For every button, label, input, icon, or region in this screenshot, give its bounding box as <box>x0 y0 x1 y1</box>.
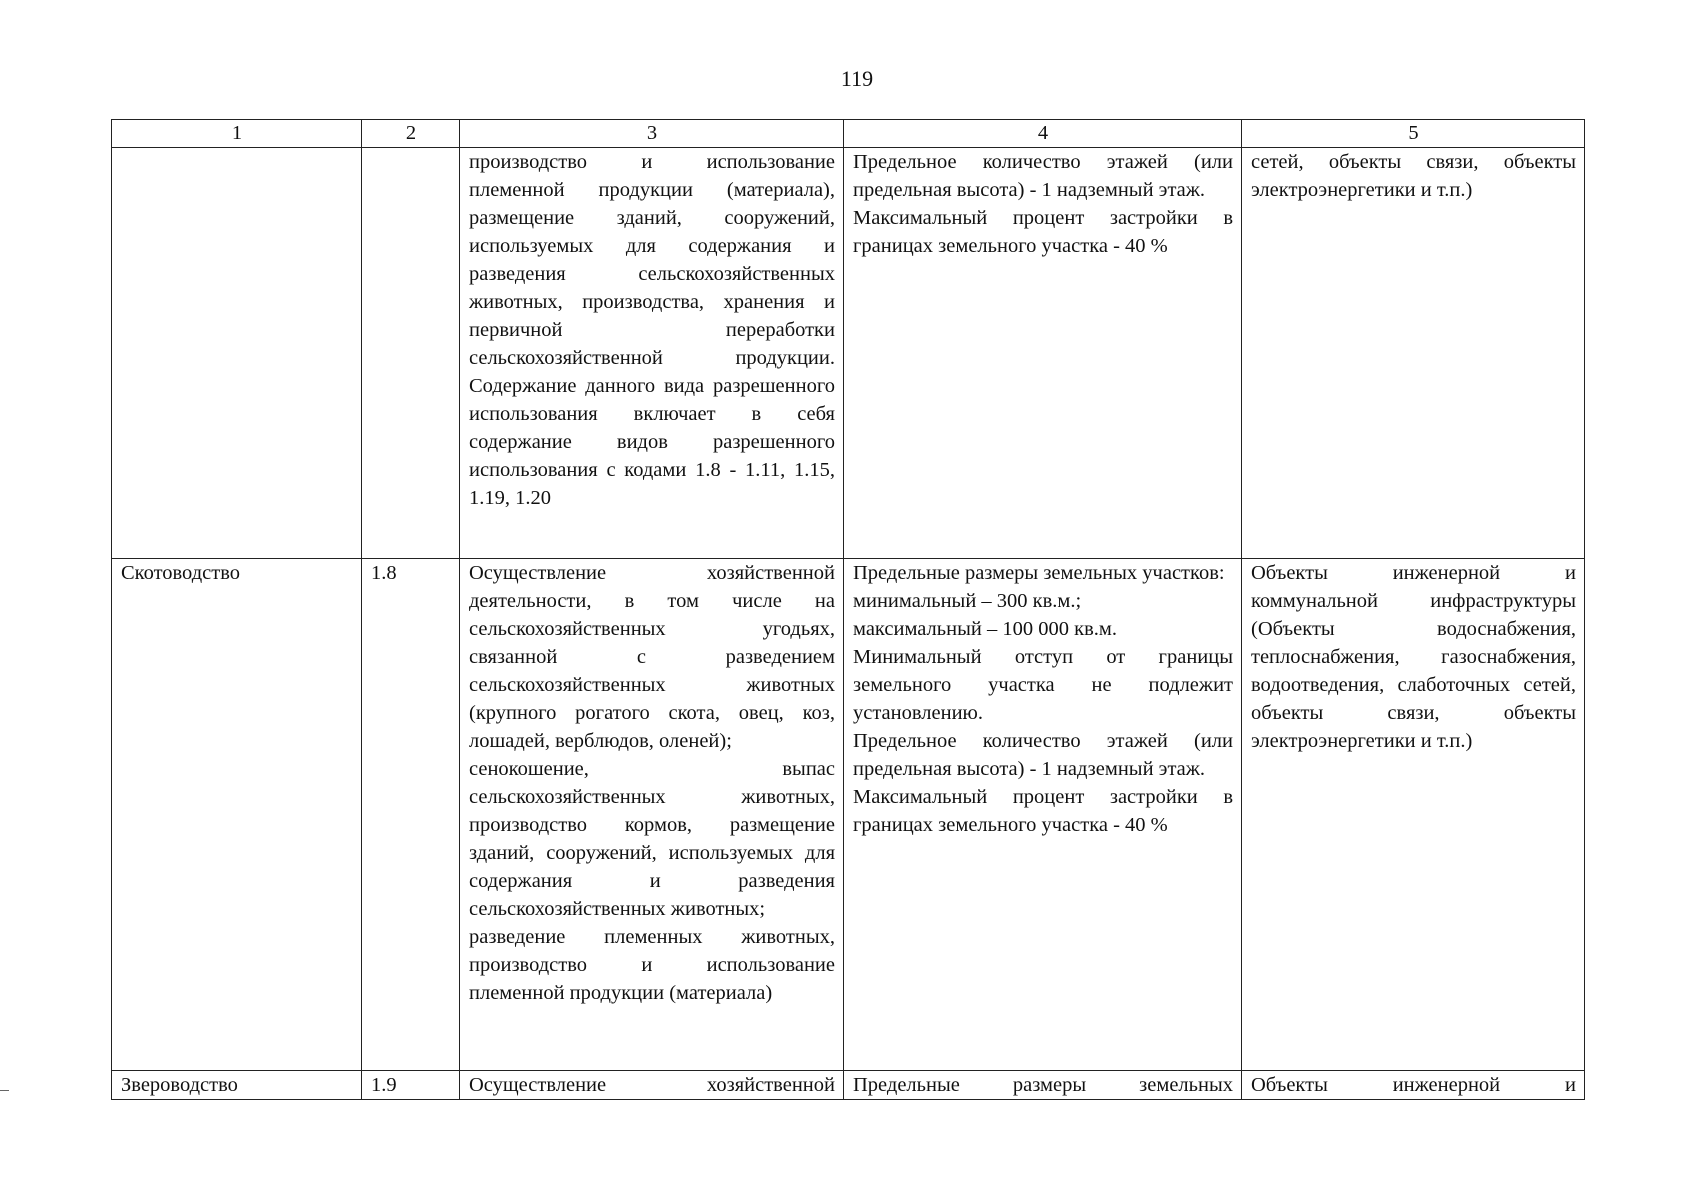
column-header: 2 <box>362 120 460 148</box>
column-header: 3 <box>460 120 844 148</box>
table-row <box>112 1071 1585 1100</box>
table-row <box>112 148 1585 559</box>
parameter-line: Предельные размеры земельных участков: <box>853 562 1225 584</box>
objects-cell: Объекты инженерной и коммунальной инфраструктуры (Объекты водоснабжения, теплоснабжения, газоснабжения, водоотведения, слаботочных сетей, объекты связи, объекты электроэнергетики и т.п.) <box>1242 559 1585 1071</box>
use-code-cell: 1.9 <box>362 1071 460 1100</box>
parameter-line: Предельное количество этажей (или предельная высота) - 1 надземный этаж. <box>853 730 1233 780</box>
parameter-line: Максимальный процент застройки в границах земельного участка - 40 % <box>853 207 1233 257</box>
parameter-line: минимальный – 300 кв.м.; <box>853 590 1082 612</box>
description-paragraph: Осуществление хозяйственной деятельности, в том числе на сельскохозяйственных угодьях, связанной с разведением сельскохозяйственных животных (крупного рогатого скота, овец, коз, лошадей, верблюдов, оленей); <box>469 562 835 752</box>
column-header: 5 <box>1242 120 1585 148</box>
objects-cell: сетей, объекты связи, объекты электроэнергетики и т.п.) <box>1242 148 1585 559</box>
column-header: 4 <box>844 120 1242 148</box>
use-name-cell <box>112 148 362 559</box>
parameters-cell <box>844 148 1242 559</box>
parameters-cell <box>844 559 1242 1071</box>
margin-mark <box>0 1090 9 1091</box>
use-name-cell: Скотоводство <box>112 559 362 1071</box>
description-cell: Осуществление хозяйственной <box>460 1071 844 1100</box>
parameters-cell: Предельные размеры земельных <box>844 1071 1242 1100</box>
column-header: 1 <box>112 120 362 148</box>
description-cell: производство и использование племенной продукции (материала), размещение зданий, сооружений, используемых для содержания и разведения сельскохозяйственных животных, производства, хранения и первичной переработки сельскохозяйственной продукции. Содержание данного вида разрешенного использования включает в себя содержание видов разрешенного использования с кодами 1.8 - 1.11, 1.15, 1.19, 1.20 <box>460 148 844 559</box>
description-paragraph: сенокошение, выпас сельскохозяйственных животных, производство кормов, размещение зданий, сооружений, используемых для содержания и разведения сельскохозяйственных животных; <box>469 758 835 920</box>
parameter-line: Максимальный процент застройки в границах земельного участка - 40 % <box>853 786 1233 836</box>
parameter-line: Предельное количество этажей (или предельная высота) - 1 надземный этаж. <box>853 151 1233 201</box>
description-cell <box>460 559 844 1071</box>
use-name-cell: Звероводство <box>112 1071 362 1100</box>
table-row <box>112 559 1585 1071</box>
objects-cell: Объекты инженерной и <box>1242 1071 1585 1100</box>
zoning-table <box>111 119 1585 1100</box>
description-paragraph: разведение племенных животных, производство и использование племенной продукции (материала) <box>469 926 835 1004</box>
page-number: 119 <box>840 66 874 91</box>
use-code-cell: 1.8 <box>362 559 460 1071</box>
parameter-line: Минимальный отступ от границы земельного участка не подлежит установлению. <box>853 646 1233 724</box>
column-header-row <box>112 120 1585 148</box>
use-code-cell <box>362 148 460 559</box>
parameter-line: максимальный – 100 000 кв.м. <box>853 618 1117 640</box>
